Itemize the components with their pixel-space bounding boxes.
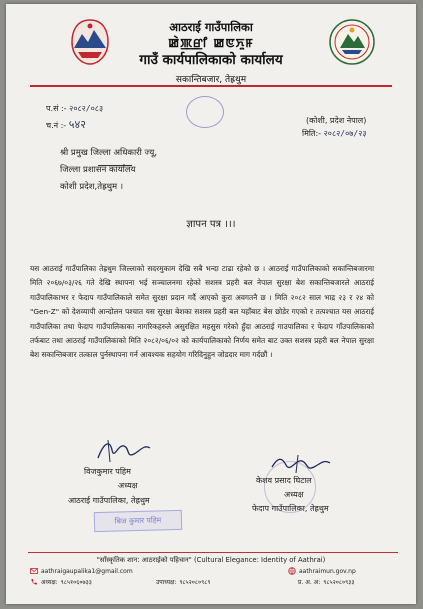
body-paragraph: यस आठराई गाउँपालिका तेह्रथुम जिल्लाको सदरमुकाम देखि सबै भन्दा टाढा रहेको छ । आठराई गाउँपालिकाको सकान्तिबजारमा मिति २०६७/०३/२६ गते देखि स्थापना भई सञ्चालनमा रहेको सशस्त्र प्रहरी बल नेपाल सुरक्षा बेश सकान्तिबजारले आठराई गाउँपालिकाभर र फेदाप गाउँपालिकाले समेत सुरक्षा प्रदान गर्दै आएको कुरा अवगतनै छ । मिति २०८२ साल भाद्र २३ र २४ को "Gen-Z" को देशव्यापी आन्दोलन पश्चात यस सुरक्षा बेशका सशस्त्र प्रहरी बल यहाँबाट बेस छोडेर गएको र तत्पश्चात यस आठराई गाउँपालिका तथा फेदाप गाउँपालिकाका नागरिकहरुले असुरक्षित महसुस गरेको हुँदा आठराई गाउपालिका र फेदाप गाँउपालिकाको तर्फबाट तथा आठराई गाउँपालिकाको मिति २०८२/०६/०२ को कार्यपालिकाको निर्णय समेत बाट उक्त सशस्त्र प्रहरी बल नेपाल सुरक्षा बेश सकान्तिबजार तत्काल पुर्नस्थापना गर्न आवश्यक सहयोग गरिदिनुहुन जोडदार माग गर्दछौं । — [30, 264, 374, 360]
subject-line: ज्ञापन पत्र ।।। — [186, 219, 236, 230]
footer-website: aathraimun.gov.np — [288, 567, 356, 575]
globe-icon — [288, 567, 296, 575]
footer-officer-phone: प्र. अ. अ: ९८५२०८०९३३ — [298, 579, 355, 586]
office-title: गाउँ कार्यपालिकाको कार्यालय — [139, 52, 283, 68]
footer-motto: "साँस्कृतिक शान: आठराईको पहिचान" (Cultural Elegance: Identity of Aathrai) — [96, 556, 326, 564]
left-signer-title: अध्यक्ष — [118, 481, 138, 490]
dispatch-number: च.नं :- ५४२ — [46, 118, 86, 131]
right-signature-icon — [268, 453, 332, 475]
addressee-title: श्री प्रमुख जिल्ला अधिकारी ज्यू, — [60, 148, 158, 158]
email-icon — [30, 567, 38, 575]
addressee-location: कोशी प्रदेश,तेह्रथुम । — [60, 182, 124, 192]
right-signer-org: फेदाप गाउँपालिका, तेह्रथुम — [252, 504, 329, 513]
letter-date: मिति:- २०८२/०७/२३ — [302, 129, 367, 138]
name-stamp: बिज कुमार पहिम — [94, 510, 182, 532]
footer-vice-phone: उपाध्यक्ष: ९८५२०८०९८९ — [156, 579, 211, 586]
reference-number: प.सं :- २०८२/०८३ — [46, 104, 104, 113]
addressee-office: जिल्ला प्रशासन कार्यालय — [60, 165, 136, 175]
left-signer-name: विजकुमार पहिम — [84, 467, 131, 476]
header-divider — [30, 85, 392, 87]
office-address: सकान्तिबजार, तेह्रथुम — [175, 75, 247, 85]
left-signature-icon — [94, 436, 154, 464]
letter-body — [30, 262, 374, 363]
footer-email: aathraigaupalika1@gmail.com — [30, 567, 133, 575]
office-stamp — [186, 96, 224, 128]
office-name-nepali: आठराई गाउँपालिका — [169, 20, 253, 34]
right-signer-name: केशव प्रसाद घिटाल — [256, 476, 312, 485]
phone-icon — [30, 578, 38, 586]
left-signer-org: आठराई गाउँपालिका, तेह्रथुम — [68, 496, 150, 505]
province-label: (कोशी, प्रदेश नेपाल) — [306, 116, 367, 125]
right-signer-title: अध्यक्ष — [284, 490, 304, 499]
footer-president-phone: अध्यक्ष: ९८५१०६०७३३ — [30, 578, 92, 586]
footer-divider — [28, 552, 398, 553]
letter-page — [6, 4, 416, 604]
office-name-script: ꯀꯥꯄ꯭ꯔꯤ ꯀꯟꯈꯨꯝ — [168, 36, 254, 50]
